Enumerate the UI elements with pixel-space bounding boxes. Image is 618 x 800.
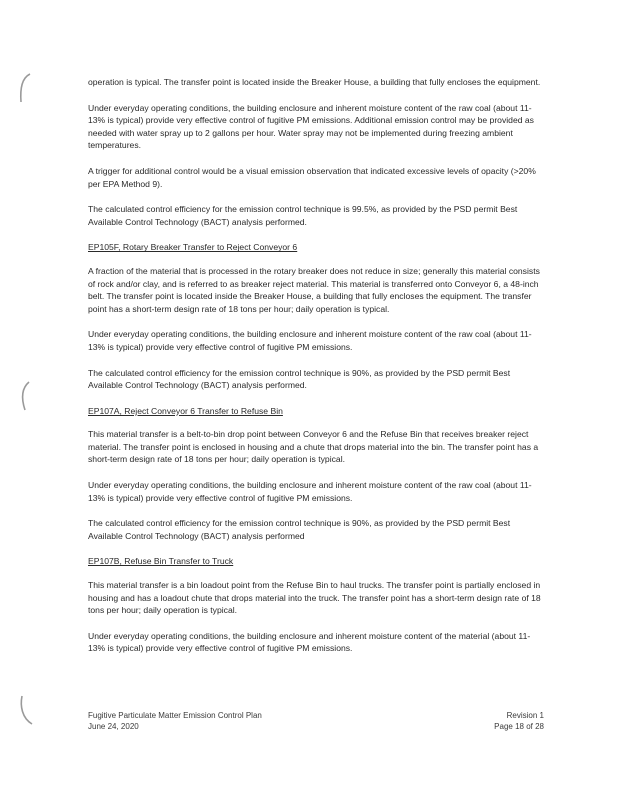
- body-paragraph: This material transfer is a belt-to-bin drop point between Conveyor 6 and the Refuse Bin that receives breaker reject material. The transfer point is enclosed in housing and a chute that drops material into the bin. The transfer point has a short-term design rate of 18 tons per hour; daily operation is typical.: [88, 429, 539, 465]
- binder-hole-mark: [16, 380, 34, 414]
- body-paragraph: Under everyday operating conditions, the building enclosure and inherent moisture content of the material (about 11-13% is typical) provide very effective control of fugitive PM emissions.: [88, 630, 531, 654]
- footer-document-title: Fugitive Particulate Matter Emission Control Plan: [88, 711, 262, 720]
- body-paragraph: A fraction of the material that is processed in the rotary breaker does not reduce in size; generally this material consists of rock and/or clay, and is referred to as breaker reject material. This material is transferred onto Conveyor 6, a 48-inch belt. The transfer point is located inside the Breaker House, a building that fully encloses the equipment. The transfer point has a short-term design rate of 18 tons per hour; daily operation is typical.: [88, 265, 540, 314]
- binder-hole-mark: [16, 72, 34, 106]
- section-heading: EP107B, Refuse Bin Transfer to Truck: [88, 556, 234, 567]
- body-paragraph: This material transfer is a bin loadout point from the Refuse Bin to haul trucks. The transfer point is partially enclosed in housing and has a loadout chute that drops material into the truck. The transfer point has a short-term design rate of 18 tons per hour; daily operation is typical.: [88, 580, 541, 616]
- body-paragraph: The calculated control efficiency for the emission control technique is 90%, as provided by the PSD permit Best Available Control Technology (BACT) analysis performed: [88, 518, 511, 541]
- body-paragraph: operation is typical. The transfer point is located inside the Breaker House, a building that fully encloses the equipment.: [88, 77, 541, 87]
- body-paragraph: A trigger for additional control would be a visual emission observation that indicated excessive levels of opacity (>20% per EPA Method 9).: [88, 165, 536, 189]
- body-paragraph: Under everyday operating conditions, the building enclosure and inherent moisture content of the raw coal (about 11-13% is typical) provide very effective control of fugitive PM emissions. Additional emission control may be provided as needed with water spray up to 2 gallons per hour. Water spray may not be implemented during freezing ambient temperatures.: [88, 102, 534, 151]
- footer-date: June 24, 2020: [88, 721, 139, 731]
- section-heading: EP105F, Rotary Breaker Transfer to Reject Conveyor 6: [88, 242, 298, 253]
- binder-hole-mark: [16, 694, 34, 728]
- page-footer: [88, 711, 544, 732]
- document-body: [88, 76, 544, 668]
- body-paragraph: The calculated control efficiency for the emission control technique is 90%, as provided by the PSD permit Best Available Control Technology (BACT) analysis performed.: [88, 367, 511, 391]
- body-paragraph: Under everyday operating conditions, the building enclosure and inherent moisture content of the raw coal (about 11-13% is typical) provide very effective control of fugitive PM emissions.: [88, 329, 532, 352]
- footer-page-number: Page 18 of 28: [494, 721, 544, 731]
- body-paragraph: Under everyday operating conditions, the building enclosure and inherent moisture content of the raw coal (about 11-13% is typical) provide very effective control of fugitive PM emissions.: [88, 480, 532, 503]
- footer-revision: Revision 1: [506, 711, 544, 720]
- section-heading: EP107A, Reject Conveyor 6 Transfer to Refuse Bin: [88, 405, 283, 416]
- body-paragraph: The calculated control efficiency for the emission control technique is 99.5%, as provided by the PSD permit Best Available Control Technology (BACT) analysis performed.: [88, 204, 518, 227]
